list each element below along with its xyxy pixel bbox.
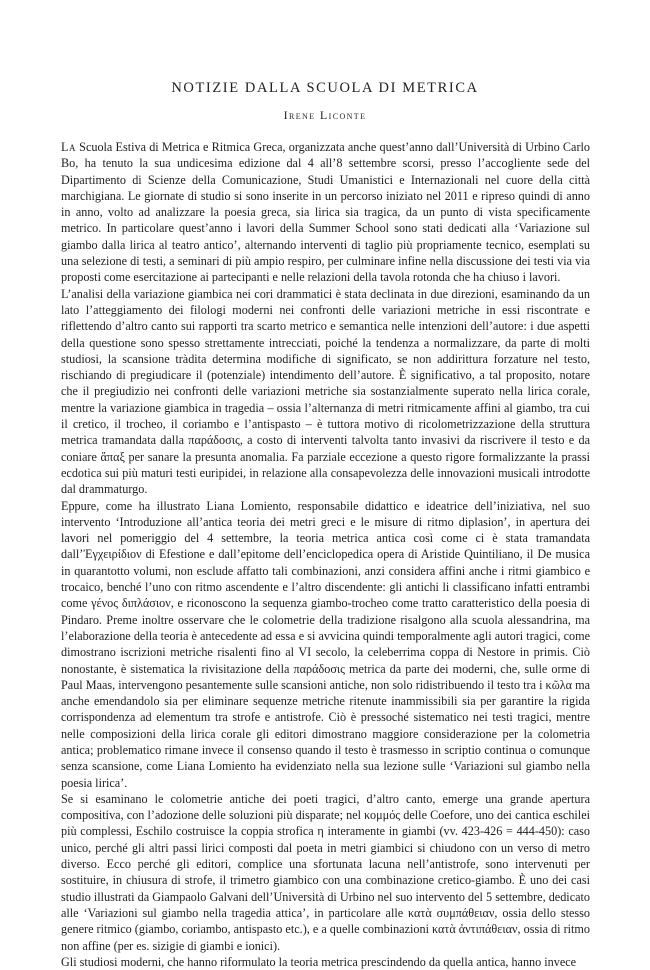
article-author: Irene Liconte bbox=[283, 108, 367, 122]
paragraph-text: Eppure, come ha illustrato Liana Lomiento, responsabile didattico e ideatrice dell’iniziativa, nel suo intervento ‘Introduzione all’antica teoria dei metri greci e le misure di ritmo diplasion’, in apertura dei lavori nel pomeriggio del 4 settembre, la teoria metrica antica così come ci è stata tramandata dall’Ἐγχειρίδιον di Efestione e dall’epitome dell’enciclopedica opera di Aristide Quintiliano, il De musica in quarantotto volumi, non esclude affatto tali combinazioni, anzi considera affini anche i ritmi giambico e trocaico, benché l’uno con ritmo ascendente e l’altro discendente: gli antichi li classificano infatti entrambi come γένος διπλάσιον, e riconoscono la sequenza giambo-trocheo come tratto caratteristico della poesia di Pindaro. Preme inoltre osservare che le colometrie della tradizione risalgono alla scuola alessandrina, ma l’elaborazione della teoria è antecedente ad essa e si avvicina quindi temporalmente agli autori tragici, come dimostrano iscrizioni metriche risalenti fino al VI secolo, la celeberrima coppa di Nestore in primis. Ciò nonostante, è sistematica la rivisitazione della παράδοσις metrica da parte dei moderni, che, sulle orme di Paul Maas, intervengono pesantemente sulle scansioni antiche, non solo ridistribuendo il testo tra i κῶλα ma anche emendandolo sia per eliminare sequenze metriche ritenute inammissibili sia per garantire la rigida corrispondenza ad elementum tra strofe e antistrofe. Ciò è pressoché sistematico nei testi tragici, mentre nelle composizioni della lirica corale gli editori dimostrano maggiore considerazione per la colometria antica; problematico rimane invece il consenso quando il testo è trasmesso in scriptio continua o comunque senza scansione, come Liana Lomiento ha evidenziato nella sua lezione sulle ‘Variazioni sul giambo nella poesia lirica’. bbox=[61, 498, 590, 790]
paragraph-text: Se si esaminano le colometrie antiche dei poeti tragici, d’altro canto, emerge una grande apertura compositiva, con l’adozione delle soluzioni più disparate; nel κομμός delle Coefore, uno dei cantica eschilei più complessi, Eschilo costruisce la coppia strofica η interamente in giambi (vv. 423-426 = 444-450): caso unico, perché gli altri passi lirici composti dal poeta in metri giambici si chiudono con un verso di metro diverso. Ecco perché gli editori, complice una sfortunata lacuna nell’antistrofe, sono intervenuti per sostituire, in chiusura di strofe, il trimetro giambico con una combinazione cretico-giambo. È uno dei casi studio illustrati da Giampaolo Galvani dell’Università di Urbino nel suo intervento del 5 settembre, dedicato alle ‘Variazioni sul giambo nella tragedia attica’, in particolare alle κατὰ συμπάθειαν, ossia dello stesso genere ritmico (giambo, coriambo, antispasto etc.), e a quelle combinazioni κατὰ ἀντιπάθειαν, ossia di ritmo non affine (per es. sizigie di giambi e ionici). bbox=[61, 791, 590, 953]
paragraph bbox=[61, 791, 590, 954]
article-title: NOTIZIE DALLA SCUOLA DI METRICA bbox=[171, 80, 479, 96]
paragraph bbox=[61, 498, 590, 791]
paragraph bbox=[61, 139, 590, 286]
paragraph bbox=[61, 286, 590, 498]
paragraph-text: Scuola Estiva di Metrica e Ritmica Greca, organizzata anche quest’anno dall’Università di Urbino Carlo Bo, ha tenuto la sua undicesima edizione dal 4 all’8 settembre scorsi, presso l’accogliente sede del Dipartimento di Scienze della Comunicazione, Studi Umanistici e Internazionali nel cuore della città marchigiana. Le giornate di studio si sono inserite in un percorso iniziato nel 2011 e ripreso quindi di anno in anno, volto ad analizzare la poesia greca, sia lirica sia tragica, da un punto di vista specificamente metrico. In particolare quest’anno i lavori della Summer School sono stati dedicati alla ‘Variazione sul giambo dalla lirica al teatro antico’, alternando interventi di taglio più propriamente tecnico, esemplati su una selezione di testi, a seminari di più ampio respiro, per culminare infine nella discussione dei testi via via proposti come esercitazione ai partecipanti e nelle relazioni della tavola rotonda che ha chiuso i lavori. bbox=[61, 140, 590, 285]
paragraph bbox=[61, 954, 590, 970]
article-body bbox=[61, 139, 590, 970]
paragraph-text: L’analisi della variazione giambica nei cori drammatici è stata declinata in due direzioni, esaminando da un lato l’atteggiamento dei filologi moderni nei confronti delle variazioni metriche in essi riscontrate e riflettendo d’altro canto sui rapporti tra scarto metrico e semantica nelle intenzioni dell’autore: i due aspetti della questione sono spesso strettamente intrecciati, poiché la tendenza a normalizzare, da parte di molti studiosi, la scansione tràdita determina modifiche di significato, se non addirittura forzature nel testo, rischiando di pregiudicare il (potenziale) intendimento dell’autore. È significativo, a tal proposito, notare che il pregiudizio nei confronti delle variazioni metriche sia sostanzialmente superato nella lirica corale, mentre la variazione giambica in tragedia – ossia l’alternanza di metri ritmicamente affini al giambo, tra cui il cretico, il trocheo, il coriambo e l’antispasto – è tuttora motivo di ricolometrizzazione della struttura metrica tramandata dalla παράδοσις, a costo di interventi talvolta tanto invasivi da riscrivere il testo e da coniare ἅπαξ per sanare la presunta anomalia. Fa parziale eccezione a questo rigore formalizzante la prassi ecdotica sui più maturi testi euripidei, in relazione alla consapevolezza delle innovazioni musicali introdotte dal drammaturgo. bbox=[61, 286, 590, 497]
paragraph-text: Gli studiosi moderni, che hanno riformulato la teoria metrica prescindendo da quella antica, hanno invece bbox=[61, 954, 577, 969]
paragraph-lead: La bbox=[61, 140, 76, 154]
